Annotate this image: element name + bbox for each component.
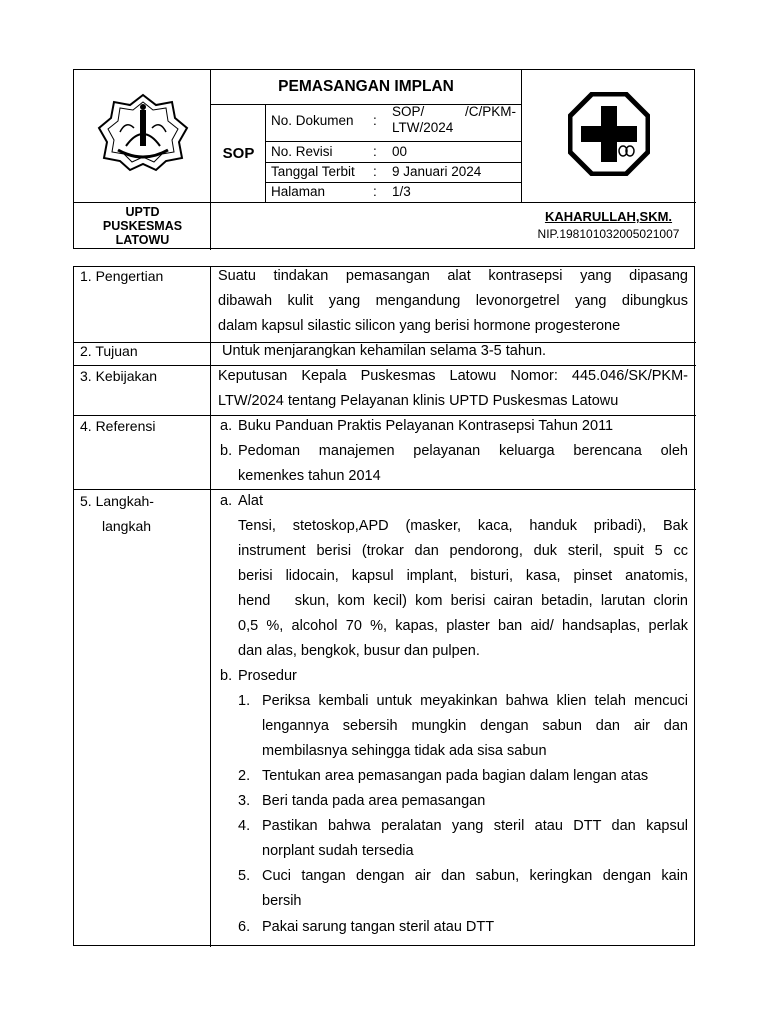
section-label-pengertian: 1. Pengertian — [80, 268, 164, 284]
meta-key: No. Revisi — [271, 144, 333, 159]
list-marker: 4. — [238, 818, 251, 834]
unit-line: LATOWU — [115, 233, 170, 247]
meta-key: Halaman — [271, 184, 326, 199]
meta-key: Tanggal Terbit — [271, 164, 355, 179]
divider — [266, 141, 521, 142]
meta-key: No. Dokumen — [271, 113, 354, 128]
sop-body-table — [73, 266, 695, 946]
list-text: lengannya sebersih mungkin dengan sabun dan air dan — [262, 718, 688, 734]
document-title: PEMASANGAN IMPLAN — [278, 78, 454, 95]
divider — [266, 182, 521, 183]
list-text: Pastikan bahwa peralatan yang steril atau DTT dan kapsul — [262, 818, 688, 834]
list-marker: 1. — [238, 693, 251, 709]
sop-header-table — [73, 69, 695, 249]
list-text: Pakai sarung tangan steril atau DTT — [262, 919, 495, 935]
list-text: kemenkes tahun 2014 — [238, 468, 381, 484]
list-marker: a. — [220, 493, 233, 509]
list-text: Periksa kembali untuk meyakinkan bahwa klien telah mencuci — [262, 693, 688, 709]
meta-separator: : — [373, 164, 377, 179]
list-text: bersih — [262, 893, 302, 909]
kebijakan-line: LTW/2024 tentang Pelayanan klinis UPTD Puskesmas Latowu — [218, 393, 619, 409]
list-text: norplant sudah tersedia — [262, 843, 414, 859]
list-marker: b. — [220, 668, 233, 684]
puskesmas-logo-icon — [568, 92, 650, 176]
meta-separator: : — [373, 113, 377, 128]
list-text: membilasnya sehingga tidak ada sisa sabun — [262, 743, 547, 759]
unit-line: UPTD — [125, 205, 160, 219]
unit-line: PUSKESMAS — [102, 219, 183, 233]
alat-line: Tensi, stetoskop,APD (masker, kaca, handuk pribadi), Bak — [238, 518, 688, 534]
list-text: Beri tanda pada area pemasangan — [262, 793, 486, 809]
list-text: Prosedur — [238, 668, 297, 684]
kebijakan-line: Keputusan Kepala Puskesmas Latowu Nomor: 445.046/SK/PKM- — [218, 368, 688, 384]
list-marker: 6. — [238, 919, 251, 935]
head-name: KAHARULLAH,SKM. — [544, 209, 673, 224]
section-label-langkah-cont: langkah — [102, 518, 152, 534]
section-label-kebijakan: 3. Kebijakan — [80, 368, 158, 384]
meta-value: 00 — [392, 144, 408, 159]
list-marker: 5. — [238, 868, 251, 884]
list-marker: b. — [220, 443, 233, 459]
list-text: Alat — [238, 493, 263, 509]
alat-line: hend skun, kom kecil) kom berisi cairan betadin, larutan clorin — [238, 593, 688, 609]
sop-label: SOP — [222, 145, 255, 162]
section-label-langkah: 5. Langkah- — [80, 493, 154, 509]
alat-line: dan alas, bengkok, busur dan pulpen. — [238, 643, 480, 659]
alat-line: berisi lidocain, kapsul implant, bisturi, kasa, pinset anatomis, — [238, 568, 688, 584]
section-label-referensi: 4. Referensi — [80, 418, 156, 434]
list-text: Buku Panduan Praktis Pelayanan Kontrasepsi Tahun 2011 — [238, 418, 614, 434]
meta-separator: : — [373, 144, 377, 159]
tujuan-text: Untuk menjarangkan kehamilan selama 3-5 tahun. — [218, 343, 547, 359]
meta-separator: : — [373, 184, 377, 199]
pengertian-line: Suatu tindakan pemasangan alat kontrasepsi yang dipasang — [218, 268, 688, 284]
alat-line: 0,5 %, alcohol 70 %, kapas, plaster ban aid/ handsaplas, perlak — [238, 618, 688, 634]
divider — [521, 70, 522, 202]
meta-value: 1/3 — [392, 184, 411, 199]
alat-line: instrument berisi (trokar dan pendorong, duk steril, spuit 5 cc — [238, 543, 688, 559]
unit-name — [74, 203, 211, 249]
divider — [210, 267, 211, 947]
head-nip: NIP.198101032005021007 — [537, 227, 680, 241]
list-marker: 3. — [238, 793, 251, 809]
list-marker: 2. — [238, 768, 251, 784]
pengertian-line: dibawah kulit yang mengandung levonorgetrel yang dibungkus — [218, 293, 688, 309]
list-text: Cuci tangan dengan air dan sabun, keringkan dengan kain — [262, 868, 688, 884]
meta-value: SOP/ /C/PKM-LTW/2024 — [392, 104, 516, 135]
list-text: Tentukan area pemasangan pada bagian dalam lengan atas — [262, 768, 649, 784]
list-text: Pedoman manajemen pelayanan keluarga berencana oleh — [238, 443, 688, 459]
list-marker: a. — [220, 418, 233, 434]
meta-value: 9 Januari 2024 — [392, 164, 482, 179]
regional-government-emblem-icon — [96, 92, 190, 172]
divider — [266, 162, 521, 163]
section-label-tujuan: 2. Tujuan — [80, 343, 138, 359]
pengertian-line: dalam kapsul silastic silicon yang berisi hormone progesterone — [218, 318, 621, 334]
